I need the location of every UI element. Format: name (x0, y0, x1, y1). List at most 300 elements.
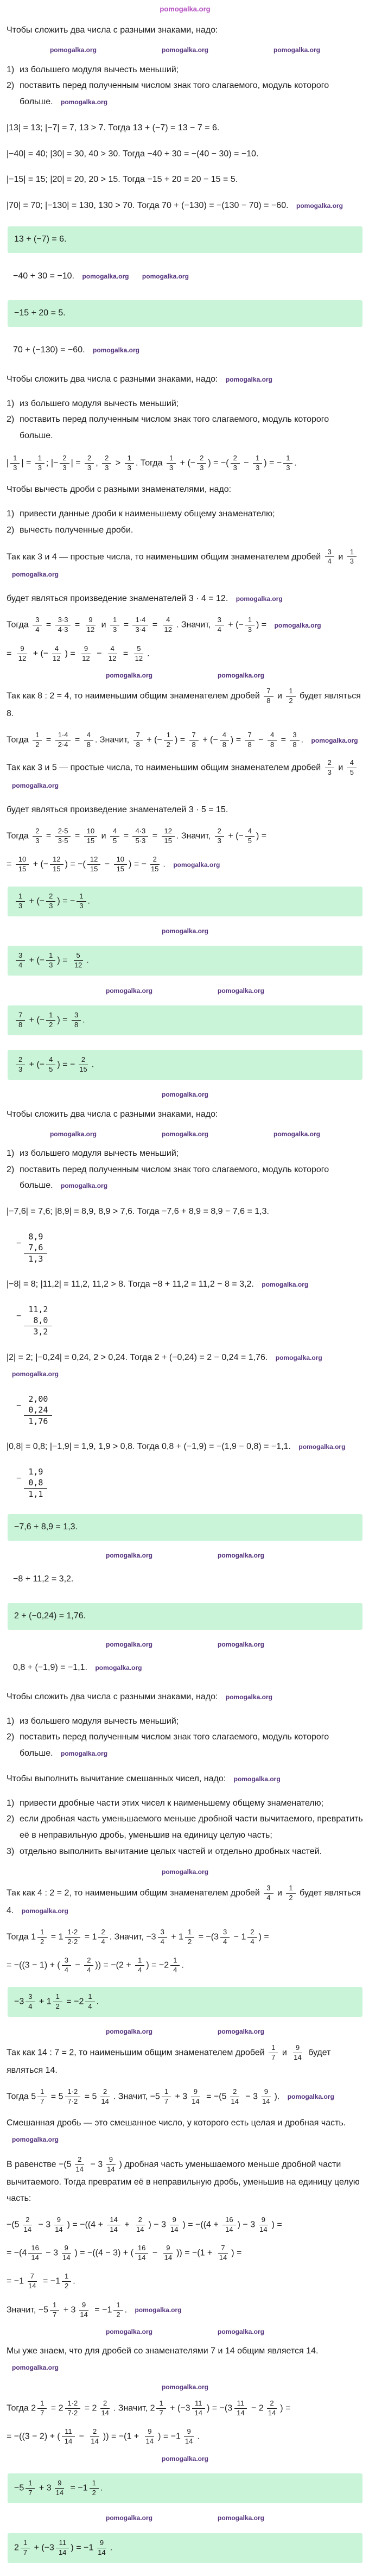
watermark: pomogalka.org (233, 1775, 281, 1783)
fraction: $\frac{1}{4}$ (170, 1957, 180, 1974)
watermark: pomogalka.org (287, 2093, 334, 2101)
fraction: $\frac{7}{14}$ (219, 2244, 227, 2262)
watermark: pomogalka.org (236, 595, 283, 603)
math-line: = −1 $\frac{7}{14}$ = −1 $\frac{1}{2}$ . (7, 2272, 75, 2290)
fraction: $\frac{9}{14}$ (98, 2538, 106, 2556)
paragraph: Чтобы выполнить вычитание смешанных чисел, надо: pomogalka.org (7, 1774, 281, 1783)
math-line: Тогда 2 $\frac{1}{7}$ = 2 $\frac{1\cdot 2}{7\cdot 2}$ = 2 $\frac{2}{14}$ . Значит, 2 $\frac{1}{7}$ + (−3 $\frac{11}{14}$ ) = −(3 $\frac{11}{14}$ − 2 $\frac{2}{14}$ ) = (7, 2399, 291, 2417)
answer-box: −3 $\frac{3}{4}$ + 1 $\frac{1}{2}$ = −2 $\frac{1}{4}$ . (8, 1987, 362, 2017)
fraction: $\frac{1}{3}$ (16, 893, 25, 910)
rule-list-item (7, 1162, 364, 1194)
math-line: Значит, −5 $\frac{1}{7}$ + 3 $\frac{9}{14}$ = −1 $\frac{1}{2}$ . pomogalka.org (7, 2300, 182, 2319)
rule-item-number: 2) (7, 415, 15, 425)
watermark: pomogalka.org (161, 1868, 208, 1876)
math-line: Тогда 5 $\frac{1}{7}$ = 5 $\frac{1\cdot 2}{7\cdot 2}$ = 5 $\frac{2}{14}$ . Значит, −5 $\frac{1}{7}$ + 3 $\frac{9}{14}$ = −(5 $\frac{2}{14}$ − 3 $\frac{9}{14}$ ). pomogalka.org (7, 2087, 334, 2105)
column-bottom: 0,24 (24, 1404, 52, 1416)
column-result: 1,3 (28, 1254, 43, 1264)
answer-box: $\frac{2}{3}$ + (− $\frac{4}{5}$ ) = − $\frac{2}{15}$ . (8, 1050, 362, 1080)
watermark: pomogalka.org (275, 1353, 322, 1362)
fraction: $\frac{3}{4}$ (26, 1993, 35, 2011)
watermark-row (7, 671, 364, 680)
rule-item-text: поставить перед полученным числом знак того слагаемого, модуль которого больше. pomogalka.org (20, 1732, 329, 1758)
fraction: $\frac{4\cdot 3}{5\cdot 3}$ (132, 827, 148, 845)
fraction: $\frac{10}{15}$ (114, 856, 127, 874)
watermark: pomogalka.org (95, 1664, 142, 1672)
column-subtraction (16, 1304, 364, 1337)
fraction: $\frac{9}{14}$ (259, 2215, 268, 2233)
math-line: Тогда $\frac{2}{3}$ = $\frac{2\cdot 5}{3\cdot 5}$ = $\frac{10}{15}$ и $\frac{4}{5}$ = $\frac{4\cdot 3}{5\cdot 3}$ = $\frac{12}{15}$ . Значит, $\frac{2}{3}$ + (− $\frac{4}{5}$ ) = (7, 827, 267, 845)
math-line: |70| = 70; |−130| = 130, 130 > 70. Тогда 70 + (−130) = −(130 − 70) = −60. pomogalka.org (7, 201, 343, 211)
watermark: pomogalka.org (225, 375, 272, 383)
fraction: $\frac{9}{14}$ (80, 2300, 88, 2319)
answer-box: 2 $\frac{1}{7}$ + (−3 $\frac{11}{14}$ ) = −1 $\frac{9}{14}$ . (8, 2533, 362, 2563)
column-numbers (24, 1466, 47, 1499)
fraction: $\frac{3}{4}$ (16, 952, 25, 970)
minus-sign: − (16, 1239, 22, 1249)
answer-box: $\frac{1}{3}$ + (− $\frac{2}{3}$ ) = − $\frac{1}{3}$ . (8, 887, 362, 916)
fraction: $\frac{1}{7}$ (21, 2539, 30, 2557)
column-top: 2,00 (28, 1394, 48, 1404)
fraction: $\frac{1}{7}$ (162, 2088, 171, 2106)
fraction: $\frac{1}{4}$ (135, 1957, 144, 1974)
rule-item-number: 2) (7, 525, 15, 535)
rule-item-text: вычесть полученные дроби. (20, 525, 133, 535)
fraction: $\frac{2}{3}$ (16, 1056, 25, 1074)
fraction: $\frac{3}{8}$ (290, 731, 299, 749)
answer-box: 13 + (−7) = 6. (8, 226, 362, 253)
fraction: $\frac{1}{3}$ (283, 454, 292, 472)
rule-list-item (7, 412, 364, 444)
watermark: pomogalka.org (12, 2363, 59, 2371)
fraction: $\frac{1}{3}$ (253, 454, 262, 472)
watermark: pomogalka.org (61, 98, 108, 106)
rule-item-text: из большего модуля вычесть меньший; (20, 1149, 179, 1159)
rule-item-number: 1) (7, 398, 15, 408)
column-result: 1,76 (28, 1416, 48, 1426)
watermark-row (7, 2327, 364, 2336)
watermark: pomogalka.org (161, 1091, 208, 1099)
fraction: $\frac{2}{14}$ (23, 2215, 32, 2233)
fraction: $\frac{9}{14}$ (184, 2427, 193, 2446)
math-line: = $\frac{10}{15}$ + (− $\frac{12}{15}$ ) = −( $\frac{12}{15}$ − $\frac{10}{15}$ ) = − $\frac{2}{15}$ . pomogalka.org (7, 855, 220, 874)
watermark: pomogalka.org (218, 2514, 265, 2522)
watermark-row (7, 2027, 364, 2036)
column-subtraction (16, 1394, 364, 1427)
watermark: pomogalka.org (273, 46, 321, 54)
fraction: $\frac{4}{8}$ (268, 731, 277, 749)
watermark: pomogalka.org (12, 782, 59, 790)
math-line: Тогда $\frac{3}{4}$ = $\frac{3\cdot 3}{4\cdot 3}$ = $\frac{9}{12}$ и $\frac{1}{3}$ = $\frac{1\cdot 4}{3\cdot 4}$ = $\frac{4}{12}$ . Значит, $\frac{3}{4}$ + (− $\frac{1}{3}$ ) = pomogalka.org (7, 616, 321, 634)
rule-list-item (7, 1145, 364, 1162)
paragraph: Так как 8 : 2 = 4, то наименьшим общим знаменателем дробей $\frac{7}{8}$ и $\frac{1}{2}$ будет являться 8. (7, 687, 361, 719)
watermark: pomogalka.org (12, 2135, 59, 2143)
math-line: |−7,6| = 7,6; |8,9| = 8,9, 8,9 > 7,6. Тогда −7,6 + 8,9 = 8,9 − 7,6 = 1,3. (7, 1207, 269, 1217)
watermark: pomogalka.org (105, 671, 152, 679)
watermark: pomogalka.org (49, 46, 97, 54)
fraction: $\frac{9}{14}$ (192, 2087, 200, 2105)
fraction: $\frac{2}{14}$ (136, 2215, 144, 2233)
fraction: $\frac{1}{7}$ (37, 2088, 47, 2106)
fraction: $\frac{14}{14}$ (107, 2216, 120, 2234)
watermark: pomogalka.org (12, 1370, 59, 1378)
fraction: $\frac{11}{14}$ (234, 2400, 247, 2417)
fraction: $\frac{2\cdot 5}{3\cdot 5}$ (55, 827, 71, 845)
fraction: $\frac{9}{14}$ (55, 2215, 63, 2233)
watermark-row (7, 1130, 364, 1138)
fraction: $\frac{1}{7}$ (26, 2479, 35, 2497)
fraction: $\frac{16}{14}$ (28, 2244, 41, 2262)
fraction: $\frac{16}{14}$ (135, 2244, 148, 2262)
fraction: $\frac{3}{4}$ (33, 616, 42, 634)
fraction: $\frac{4}{5}$ (110, 827, 119, 845)
fraction: $\frac{4}{5}$ (347, 759, 357, 777)
rule-item-number: 1) (7, 1149, 15, 1159)
fraction: $\frac{2}{14}$ (101, 2399, 109, 2417)
fraction: $\frac{4}{8}$ (220, 731, 229, 749)
watermark: pomogalka.org (160, 5, 211, 13)
fraction: $\frac{7}{14}$ (28, 2272, 36, 2290)
watermark: pomogalka.org (61, 1182, 108, 1190)
fraction: $\frac{1}{3}$ (125, 454, 134, 472)
fraction: $\frac{9}{12}$ (18, 644, 27, 662)
answer-box: −15 + 20 = 5. (8, 300, 362, 327)
rule-list-item (7, 62, 364, 78)
watermark-row (7, 1090, 364, 1099)
column-subtraction (16, 1231, 364, 1264)
rule-item-text: из большего модуля вычесть меньший; (20, 65, 179, 74)
fraction: $\frac{2}{14}$ (75, 2155, 84, 2174)
fraction: $\frac{7}{8}$ (264, 687, 273, 705)
fraction: $\frac{1}{7}$ (269, 2044, 278, 2062)
fraction: $\frac{2}{3}$ (102, 454, 111, 472)
fraction: $\frac{1}{2}$ (37, 1928, 47, 1946)
fraction: $\frac{9}{14}$ (262, 2087, 270, 2105)
column-numbers (24, 1304, 52, 1337)
fraction: $\frac{10}{15}$ (84, 827, 97, 845)
fraction: $\frac{3}{4}$ (215, 616, 224, 634)
rule-item-text: поставить перед полученным числом знак того слагаемого, модуль которого больше. pomogalka.org (20, 81, 329, 106)
fraction: $\frac{2}{4}$ (84, 1957, 93, 1974)
rule-item-number: 3) (7, 1846, 15, 1856)
rule-item-number: 1) (7, 1798, 15, 1808)
fraction: $\frac{1\cdot 2}{7\cdot 2}$ (65, 2400, 81, 2417)
minus-sign: − (16, 1401, 22, 1410)
fraction: $\frac{3}{4}$ (264, 1884, 273, 1902)
paragraph: Чтобы сложить два числа с разными знаками, надо: pomogalka.org (7, 1692, 272, 1701)
column-bottom: 8,0 (24, 1315, 52, 1326)
watermark: pomogalka.org (298, 1443, 346, 1451)
fraction: $\frac{12}{15}$ (50, 856, 63, 874)
fraction: $\frac{1}{2}$ (46, 1011, 55, 1029)
rule-item-text: поставить перед полученным числом знак того слагаемого, модуль которого больше. pomogalka.org (20, 1164, 329, 1191)
math-line: Тогда 1 $\frac{1}{2}$ = 1 $\frac{1\cdot 2}{2\cdot 2}$ = 1 $\frac{2}{4}$ . Значит, −3 $\frac{3}{4}$ + 1 $\frac{1}{2}$ = −(3 $\frac{3}{4}$ − 1 $\frac{2}{4}$ ) = (7, 1927, 269, 1946)
fraction: $\frac{2}{3}$ (215, 827, 224, 845)
rule-list (7, 1145, 364, 1194)
rule-list-item (7, 396, 364, 412)
fraction: $\frac{1}{2}$ (286, 687, 295, 705)
paragraph: Мы уже знаем, что для дробей со знаменателями 7 и 14 общим является 14. pomogalka.org (7, 2346, 319, 2371)
watermark: pomogalka.org (218, 2327, 265, 2336)
watermark: pomogalka.org (262, 1281, 309, 1289)
answer-box: −7,6 + 8,9 = 1,3. (8, 1514, 362, 1541)
watermark-row (7, 1640, 364, 1649)
watermark: pomogalka.org (311, 736, 358, 744)
watermark: pomogalka.org (105, 986, 152, 995)
fraction: $\frac{9}{12}$ (82, 644, 90, 662)
result-line: 70 + (−130) = −60. pomogalka.org (13, 345, 140, 355)
fraction: $\frac{1}{2}$ (164, 731, 173, 749)
paragraph: Так как 3 и 5 — простые числа, то наименьшим общим знаменателем дробей $\frac{2}{3}$ и $\frac{4}{5}$ pomogalka.org (7, 758, 364, 793)
answer-box: −5 $\frac{1}{7}$ + 3 $\frac{9}{14}$ = −1 $\frac{1}{2}$ . (8, 2473, 362, 2503)
fraction: $\frac{2}{15}$ (79, 1055, 87, 1074)
fraction: $\frac{7}{8}$ (189, 731, 199, 749)
minus-sign: − (16, 1473, 22, 1483)
paragraph: Чтобы сложить два числа с разными знаками, надо: (7, 1109, 218, 1119)
watermark: pomogalka.org (49, 1130, 97, 1138)
answer-box: 2 + (−0,24) = 1,76. (8, 1603, 362, 1630)
rule-item-number: 1) (7, 509, 15, 518)
fraction: $\frac{3\cdot 3}{4\cdot 3}$ (55, 616, 71, 634)
fraction: $\frac{2}{14}$ (101, 2087, 109, 2105)
fraction: $\frac{11}{14}$ (192, 2400, 205, 2417)
fraction: $\frac{16}{14}$ (222, 2216, 236, 2234)
fraction: $\frac{1\cdot 4}{3\cdot 4}$ (132, 616, 148, 634)
paragraph: Чтобы вычесть дроби с разными знаменателями, надо: (7, 485, 232, 494)
watermark-row (7, 2454, 364, 2463)
fraction: $\frac{4}{5}$ (46, 1056, 55, 1074)
fraction: $\frac{3}{4}$ (220, 1928, 230, 1946)
watermark-row (7, 927, 364, 935)
fraction: $\frac{2}{3}$ (60, 454, 69, 472)
fraction: $\frac{1}{3}$ (347, 548, 357, 566)
fraction: $\frac{1}{3}$ (245, 616, 255, 634)
fraction: $\frac{3}{4}$ (62, 1957, 71, 1974)
paragraph: Так как 3 и 4 — простые числа, то наименьшим общим знаменателем дробей $\frac{3}{4}$ и $\frac{1}{3}$ pomogalka.org (7, 548, 364, 583)
fraction: $\frac{2}{3}$ (325, 759, 334, 777)
watermark: pomogalka.org (218, 1641, 265, 1649)
rule-list-item (7, 1811, 364, 1843)
fraction: $\frac{1}{3}$ (110, 616, 119, 634)
column-bottom: 0,8 (24, 1477, 47, 1489)
watermark-row (7, 986, 364, 995)
fraction: $\frac{4}{8}$ (84, 731, 93, 749)
fraction: $\frac{5}{12}$ (74, 951, 82, 970)
watermark: pomogalka.org (105, 2327, 152, 2336)
paragraph: Так как 14 : 7 = 2, то наименьшим общим знаменателем дробей $\frac{1}{7}$ и $\frac{9}{14}$ будет являться 14. (7, 2043, 331, 2075)
rule-list-item (7, 522, 364, 539)
watermark: pomogalka.org (161, 1130, 208, 1138)
fraction: $\frac{9}{14}$ (164, 2244, 173, 2262)
fraction: $\frac{1}{2}$ (90, 2479, 99, 2497)
rule-item-text: привести данные дроби к наименьшему общему знаменателю; (20, 509, 275, 518)
watermark: pomogalka.org (273, 1130, 321, 1138)
fraction: $\frac{1}{3}$ (167, 454, 176, 472)
watermark: pomogalka.org (161, 46, 208, 54)
column-result: 3,2 (33, 1327, 48, 1337)
fraction: $\frac{1}{2}$ (62, 2273, 71, 2290)
column-bottom: 7,6 (24, 1242, 47, 1254)
rule-item-text: поставить перед полученным числом знак того слагаемого, модуль которого больше. (20, 415, 329, 440)
watermark: pomogalka.org (105, 1641, 152, 1649)
fraction: $\frac{9}{14}$ (107, 2155, 115, 2174)
watermark-row (7, 1868, 364, 1876)
fraction: $\frac{4}{12}$ (53, 644, 61, 662)
rule-item-number: 2) (7, 81, 15, 91)
fraction: $\frac{2}{4}$ (247, 1928, 257, 1946)
fraction: $\frac{1}{3}$ (35, 454, 44, 472)
fraction: $\frac{9}{14}$ (145, 2427, 154, 2446)
rule-item-number: 1) (7, 65, 15, 74)
rule-item-number: 1) (7, 1716, 15, 1726)
watermark: pomogalka.org (173, 861, 220, 869)
fraction: $\frac{2}{14}$ (268, 2399, 276, 2417)
fraction: $\frac{1}{4}$ (85, 1993, 94, 2011)
watermark: pomogalka.org (12, 571, 59, 579)
rule-list (7, 506, 364, 538)
column-numbers (24, 1231, 47, 1264)
fraction: $\frac{1}{7}$ (156, 2400, 166, 2417)
math-line: = −(4 $\frac{16}{14}$ − 3 $\frac{9}{14}$ ) = −((4 − 3) + ( $\frac{16}{14}$ − $\frac{9}{14}$ )) = −(1 + $\frac{7}{14}$ ) = (7, 2244, 242, 2262)
fraction: $\frac{1}{2}$ (185, 1928, 194, 1946)
column-result: 1,1 (28, 1489, 43, 1499)
watermark: pomogalka.org (135, 2306, 182, 2314)
watermark-row (7, 46, 364, 54)
column-top: 8,9 (28, 1232, 43, 1242)
watermark: pomogalka.org (218, 986, 265, 995)
rule-list-item (7, 1795, 364, 1812)
fraction: $\frac{11}{14}$ (62, 2428, 75, 2446)
fraction: $\frac{1}{2}$ (286, 1884, 295, 1902)
watermark: pomogalka.org (161, 2383, 208, 2391)
header-watermark (7, 3, 364, 15)
fraction: $\frac{4}{5}$ (245, 827, 255, 845)
fraction: $\frac{7}{8}$ (133, 731, 143, 749)
watermark: pomogalka.org (105, 2028, 152, 2036)
rule-list (7, 62, 364, 110)
math-line: = −((3 − 2) + ( $\frac{11}{14}$ − $\frac{2}{14}$ )) = −(1 + $\frac{9}{14}$ ) = −1 $\frac{9}{14}$ . (7, 2427, 200, 2446)
math-line: Тогда $\frac{1}{2}$ = $\frac{1\cdot 4}{2\cdot 4}$ = $\frac{4}{8}$ . Значит, $\frac{7}{8}$ + (− $\frac{1}{2}$ ) = $\frac{7}{8}$ + (− $\frac{4}{8}$ ) = $\frac{7}{8}$ − $\frac{4}{8}$ = $\frac{3}{8}$ . pomogalka.org (7, 731, 358, 749)
watermark: pomogalka.org (218, 1552, 265, 1560)
watermark: pomogalka.org (296, 202, 343, 210)
fraction: $\frac{10}{15}$ (16, 856, 29, 874)
watermark: pomogalka.org (105, 2514, 152, 2522)
fraction: $\frac{11}{14}$ (56, 2539, 69, 2557)
rule-item-number: 2) (7, 1814, 15, 1824)
watermark: pomogalka.org (161, 2454, 208, 2463)
fraction: $\frac{1\cdot 2}{2\cdot 2}$ (65, 1928, 81, 1946)
fraction: $\frac{1}{7}$ (50, 2301, 59, 2319)
rule-list-item (7, 1729, 364, 1761)
watermark: pomogalka.org (61, 1749, 108, 1757)
column-numbers (24, 1394, 52, 1427)
rule-list (7, 396, 364, 444)
rule-list (7, 1795, 364, 1859)
rule-item-text: из большего модуля вычесть меньший; (20, 1716, 179, 1726)
fraction: $\frac{7}{8}$ (245, 731, 254, 749)
fraction: $\frac{2}{14}$ (231, 2087, 239, 2105)
fraction: $\frac{9}{14}$ (55, 2479, 64, 2497)
rule-item-number: 2) (7, 1732, 15, 1742)
fraction: $\frac{9}{12}$ (86, 616, 95, 634)
math-line: |13| = 13; |−7| = 7, 13 > 7. Тогда 13 + (−7) = 13 − 7 = 6. (7, 123, 220, 132)
fraction: $\frac{1}{3}$ (10, 454, 20, 472)
watermark: pomogalka.org (21, 1907, 68, 1915)
watermark: pomogalka.org (93, 346, 140, 355)
fraction: $\frac{3}{4}$ (325, 548, 334, 566)
watermark-row (7, 2514, 364, 2522)
rule-item-text: отдельно выполнить вычитание целых частей и отдельно дробных частей. (20, 1846, 322, 1856)
result-line: −40 + 30 = −10. pomogalka.org pomogalka.org (13, 271, 189, 281)
rule-item-text: привести дробные части этих чисел к наименьшему общему знаменателю; (20, 1798, 324, 1808)
fraction: $\frac{2}{3}$ (85, 454, 94, 472)
fraction: $\frac{2}{15}$ (150, 855, 159, 874)
watermark: pomogalka.org (105, 1552, 152, 1560)
fraction: $\frac{4}{12}$ (108, 644, 117, 662)
fraction: $\frac{2}{14}$ (91, 2427, 99, 2446)
rule-list-item (7, 78, 364, 110)
watermark: pomogalka.org (225, 1693, 272, 1701)
column-top: 1,9 (28, 1466, 43, 1477)
fraction: $\frac{9}{14}$ (62, 2244, 71, 2262)
fraction: $\frac{1}{2}$ (33, 731, 42, 749)
fraction: $\frac{3}{4}$ (158, 1928, 167, 1946)
fraction: $\frac{1\cdot 2}{7\cdot 2}$ (65, 2088, 81, 2106)
rule-list-item (7, 506, 364, 522)
fraction: $\frac{9}{14}$ (294, 2043, 302, 2061)
fraction: $\frac{9}{14}$ (170, 2215, 179, 2233)
column-top: 11,2 (28, 1305, 48, 1315)
paragraph: Чтобы сложить два числа с разными знаками, надо: pomogalka.org (7, 374, 272, 384)
fraction: $\frac{2}{3}$ (197, 454, 206, 472)
fraction: $\frac{1}{7}$ (37, 2400, 47, 2417)
answer-box: $\frac{3}{4}$ + (− $\frac{1}{3}$ ) = $\frac{5}{12}$ . (8, 946, 362, 976)
math-line: |2| = 2; |−0,24| = 0,24, 2 > 0,24. Тогда 2 + (−0,24) = 2 − 0,24 = 1,76. pomogalka.org pomogalka.org (7, 1352, 322, 1378)
rule-list (7, 1713, 364, 1762)
fraction: $\frac{2}{4}$ (98, 1928, 107, 1946)
minus-sign: − (16, 1312, 22, 1321)
watermark: pomogalka.org (161, 927, 208, 935)
fraction: $\frac{4}{12}$ (164, 616, 172, 634)
watermark: pomogalka.org (218, 671, 265, 679)
paragraph: Чтобы сложить два числа с разными знаками, надо: (7, 26, 218, 35)
fraction: $\frac{12}{15}$ (87, 856, 100, 874)
fraction: $\frac{1}{3}$ (46, 952, 55, 970)
fraction: $\frac{5}{12}$ (135, 644, 143, 662)
rule-item-text: если дробная часть уменьшаемого меньше дробной части вычитаемого, превратить её в неправильную дробь, уменьшив на единицу целую часть; (20, 1814, 363, 1840)
fraction: $\frac{3}{8}$ (72, 1011, 81, 1029)
fraction: $\frac{2}{3}$ (46, 893, 55, 910)
math-line: −(5 $\frac{2}{14}$ − 3 $\frac{9}{14}$ ) = −((4 + $\frac{14}{14}$ + $\frac{2}{14}$ ) − 3 $\frac{9}{14}$ ) = −((4 + $\frac{16}{14}$ ) − 3 $\frac{9}{14}$ ) = (7, 2215, 282, 2233)
answer-box: $\frac{7}{8}$ + (− $\frac{1}{2}$ ) = $\frac{3}{8}$ . (8, 1005, 362, 1035)
paragraph: Смешанная дробь — это смешанное число, у которого есть целая и дробная часть. pomogalka.org (7, 2118, 346, 2143)
fraction: $\frac{1}{2}$ (113, 2301, 123, 2319)
paragraph: Так как 4 : 2 = 2, то наименьшим общим знаменателем дробей $\frac{3}{4}$ и $\frac{1}{2}$ будет являться 4. pomogalka.org (7, 1883, 361, 1915)
watermark: pomogalka.org (82, 273, 129, 281)
rule-item-text: из большего модуля вычесть меньший; (20, 398, 179, 408)
rule-item-number: 2) (7, 1164, 15, 1174)
rule-list-item (7, 1713, 364, 1730)
paragraph: В равенстве −(5 $\frac{2}{14}$ − 3 $\frac{9}{14}$ ) дробная часть уменьшаемого меньше дробной части вычитаемого. Тогда превратим её в неправильную дробь, уменьшив на единицу целую часть: (7, 2155, 360, 2203)
fraction: $\frac{2}{3}$ (33, 827, 42, 845)
column-subtraction (16, 1466, 364, 1499)
math-line: = −((3 − 1) + ( $\frac{3}{4}$ − $\frac{2}{4}$ )) = −(2 + $\frac{1}{4}$ ) = −2 $\frac{1}{4}$ . (7, 1955, 184, 1974)
fraction: $\frac{1}{2}$ (53, 1993, 62, 2011)
fraction: $\frac{1}{3}$ (77, 893, 86, 910)
watermark-row (7, 2383, 364, 2391)
watermark: pomogalka.org (274, 622, 321, 630)
math-line: |−40| = 40; |30| = 30, 40 > 30. Тогда −40 + 30 = −(40 − 30) = −10. (7, 149, 259, 159)
rule-list-item (7, 1844, 364, 1860)
